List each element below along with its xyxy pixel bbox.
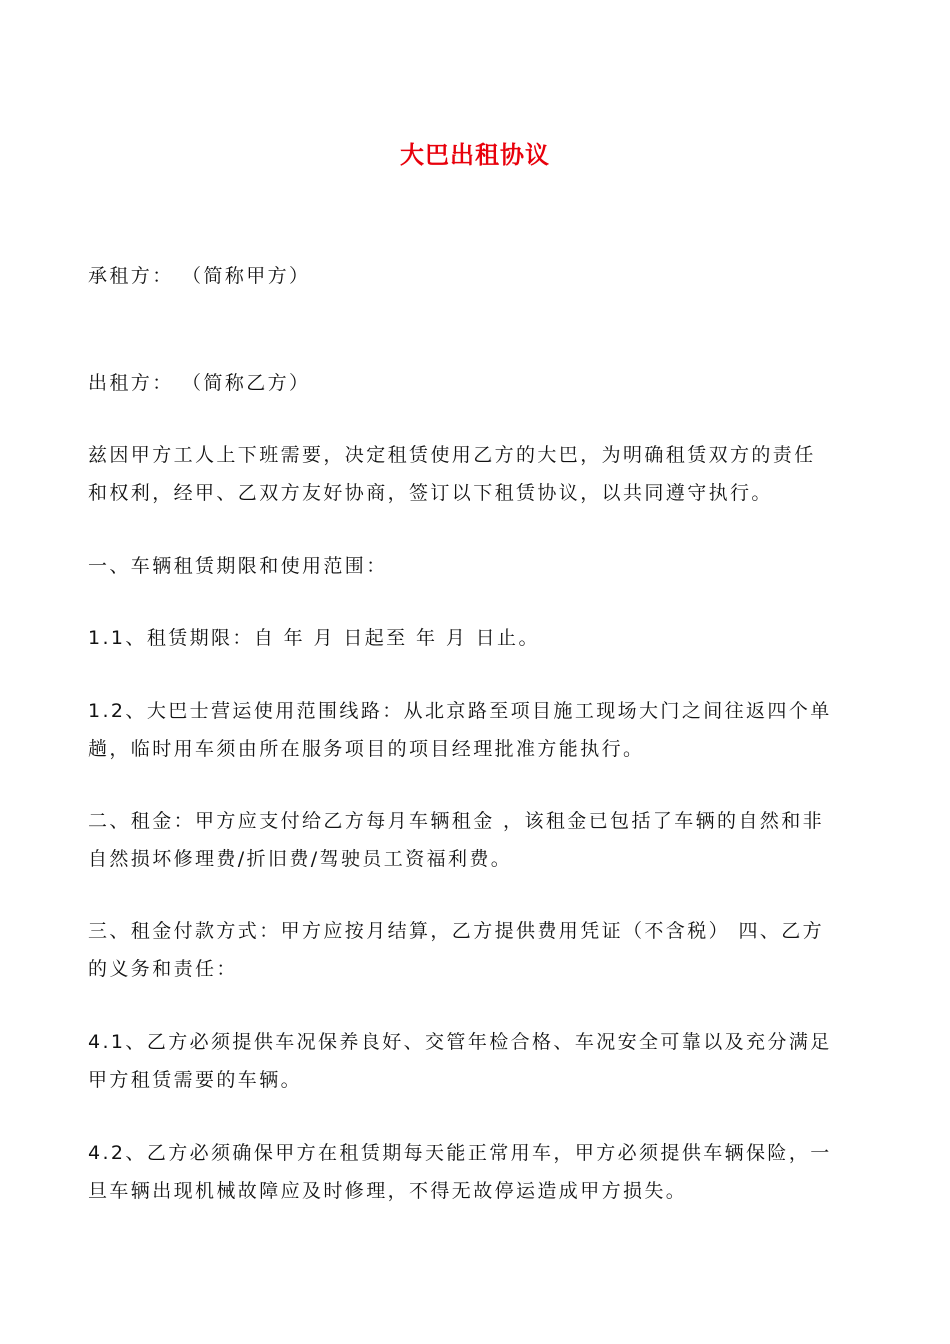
section-3-line-2: 的义务和责任： bbox=[88, 958, 238, 980]
preamble-line-2: 和权利，经甲、乙双方友好协商，签订以下租赁协议，以共同遵守执行。 bbox=[88, 482, 773, 504]
clause-1-2-line-2: 趟，临时用车须由所在服务项目的项目经理批准方能执行。 bbox=[88, 738, 645, 760]
section-3-line-1: 三、租金付款方式：甲方应按月结算，乙方提供费用凭证（不含税） 四、乙方 bbox=[88, 920, 825, 942]
clause-4-2-line-1: 4.2、乙方必须确保甲方在租赁期每天能正常用车，甲方必须提供车辆保险，一 bbox=[88, 1142, 832, 1164]
lessor-line: 出租方： （简称乙方） bbox=[88, 372, 311, 394]
document-title: 大巴出租协议 bbox=[400, 141, 550, 169]
lessee-line: 承租方： （简称甲方） bbox=[88, 265, 311, 287]
clause-1-1: 1.1、租赁期限：自 年 月 日起至 年 月 日止。 bbox=[88, 627, 540, 649]
clause-4-1-line-1: 4.1、乙方必须提供车况保养良好、交管年检合格、车况安全可靠以及充分满足 bbox=[88, 1031, 832, 1053]
clause-1-2-line-1: 1.2、大巴士营运使用范围线路：从北京路至项目施工现场大门之间往返四个单 bbox=[88, 700, 832, 722]
clause-4-1-line-2: 甲方租赁需要的车辆。 bbox=[88, 1069, 303, 1091]
clause-4-2-line-2: 旦车辆出现机械故障应及时修理，不得无故停运造成甲方损失。 bbox=[88, 1180, 688, 1202]
section-2-line-2: 自然损坏修理费/折旧费/驾驶员工资福利费。 bbox=[88, 848, 513, 870]
section-1-heading: 一、车辆租赁期限和使用范围： bbox=[88, 555, 388, 577]
section-2-line-1: 二、租金：甲方应支付给乙方每月车辆租金 ，该租金已包括了车辆的自然和非 bbox=[88, 810, 825, 832]
preamble-line-1: 兹因甲方工人上下班需要，决定租赁使用乙方的大巴，为明确租赁双方的责任 bbox=[88, 444, 816, 466]
